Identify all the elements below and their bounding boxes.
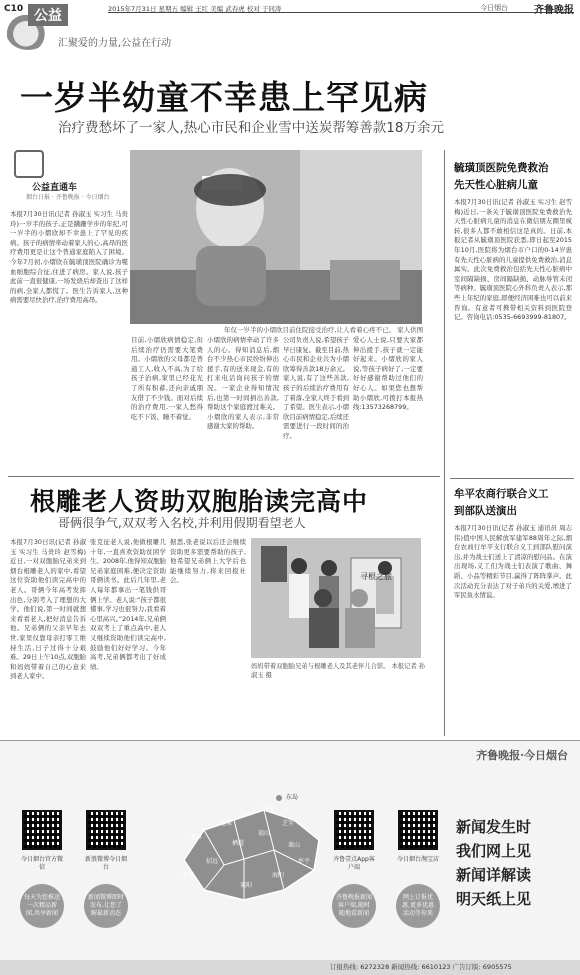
corner-title: 公益直通车	[32, 183, 78, 193]
ad-slogan-3: 新闻详解读	[456, 866, 532, 884]
story1-column-1: 本报7月30日讯(记者 孙淑玉 实习生 马贵玲)一岁半的孩子,正是蹒跚学步的年纪,可一岁半的小熠欣却不幸患上了罕见的疾病。孩子的病情牵动着家人的心,高昂的医疗费用更是让这个普通家庭陷入了困境。今年7月初,小熠欣在毓璜顶医院确诊为噬血细胞综合征,住进了病房。家人说,孩子此前一直很健康,一场发烧后却查出了这样的病,全家人都慌了。医生告诉家人,这种病需要尽快治疗,治疗费用高昂。	[10, 210, 128, 305]
corner-box	[10, 150, 128, 206]
qr-label-weibo: 新浪微博今日烟台	[84, 856, 127, 871]
sidebar-b-headline-line2: 到部队送演出	[454, 505, 517, 517]
story1-subheadline: 治疗费愁坏了一家人,热心市民和企业雪中送炭帮筹善款18万余元	[58, 120, 444, 136]
section-slogan: 汇聚爱的力量,公益在行动	[58, 38, 172, 49]
qr-label-wechat: 今日烟台官方微信	[20, 856, 63, 871]
hotline-text: 订报热线: 6272328 新闻热线: 6610123 广告订版: 6905575	[330, 963, 512, 971]
paper-logo: 齐鲁晚报	[534, 5, 574, 16]
story1-column-3: 小熠欣的病情牵动了许多人的心。得知消息后,烟台不少热心市民纷纷伸出援手,有的送来现金,有的打来电话询问孩子的情况。一家企业得知情况后,也第一时间捐出善款,帮助这个家庭渡过难关。小熠欣的家人表示,非常感谢大家的帮助。	[207, 336, 279, 431]
sidebar-b-text: 本报7月30日讯(记者 孙淑玉 通讯员 周志伟)值中国人民解放军建军88周年之际,烟台农商行牟平支行联合义工到部队慰问演出,并为战士们送上了清凉的慰问品。在演出现场,义工们为战士们表演了歌曲、舞蹈、小品等精彩节目,赢得了阵阵掌声。此次活动充分表达了对子弟兵的关爱,增进了军民鱼水情谊。	[454, 524, 572, 600]
sidebar-b-headline-line1: 牟平农商行联合义工	[454, 488, 549, 500]
story1-caption: 年仅一岁半的小熠欣目前住院接受治疗,让人看着心疼不已。 家人供图	[224, 326, 424, 334]
sidebar-a-headline-line1: 毓璜顶医院免费救治	[454, 162, 549, 174]
map-district-12: 牟平	[298, 858, 311, 865]
ad-circle-3: 齐鲁晚报新闻客户端,随时随地看新闻	[332, 884, 376, 928]
map-district-2: 招远	[206, 858, 219, 865]
story2-column-3: 据悉,张老说以后还会继续资助更多需要帮助的孩子,他希望兄弟俩上大学后也能继续努力,将来回报社会。	[170, 538, 246, 585]
qr-label-app: 齐鲁壹点App客户端	[333, 856, 375, 871]
masthead	[0, 0, 580, 58]
map-district-9: 福山	[258, 830, 271, 837]
ad-slogan-1: 新闻发生时	[456, 818, 532, 836]
qr-code-shop[interactable]	[398, 810, 438, 850]
corner-subtitle: 烟台日报 · 齐鲁晚报 · 今日烟台	[26, 194, 110, 201]
sidebar-a-headline-line2: 先天性心脏病儿童	[454, 179, 538, 191]
map-district-7: 蓬莱	[220, 820, 233, 827]
qr-code-weibo[interactable]	[86, 810, 126, 850]
qr-code-wechat[interactable]	[22, 810, 62, 850]
story1-column-4: 公司负责人说,希望孩子早日康复。截至目前,热心市民和企业共为小熠欣筹得善款18万余元。家人说,有了这些善款,孩子的后续治疗费用有了着落,全家人终于看到了希望。医生表示,小熠欣目前病情稳定,后续还需要进行一段时间的治疗。	[283, 336, 349, 440]
map-city-label: 东岛	[286, 794, 299, 801]
ad-circle-4: 网上订报优惠,更多优惠活动等你来	[396, 884, 440, 928]
map-district-8: 长岛	[262, 804, 275, 811]
story2-caption: 妈妈带着双胞胎兄弟与根雕老人及其老伴儿合影。 本报记者 孙淑玉 摄	[251, 663, 426, 679]
qr-code-app[interactable]	[334, 810, 374, 850]
sidebar-a-text: 本报7月30日讯(记者 孙淑玉 实习生 赵雪梅)近日,一条关于毓璜顶医院免费救治先天性心脏病儿童的消息在微信朋友圈里疯转,很多人都不敢相信这是真的。日前,本报记者从毓璜顶医院获悉,即日起至2015年10月,医院将为烟台市户口的0-14岁患有先天性心脏病的儿童提供免费救治,消息属实。此次免费救治包括先天性心脏病中室间隔缺损、房间隔缺损、动脉导管未闭等病种。毓璜顶医院心外科负责人表示,那些上年纪的家庭,即便经济困难也可以前来咨询。有意者可携带相关资料到医院登记。咨询电话:0535-6693999-81807。	[454, 198, 572, 322]
qr-label-shop: 今日烟台淘宝店	[396, 856, 439, 863]
map-district-10: 芝罘	[282, 820, 295, 827]
yantai-map	[174, 790, 324, 910]
story2-photo	[251, 538, 421, 658]
story1-headline: 一岁半幼童不幸患上罕见病	[20, 78, 428, 117]
sidebar-divider	[450, 478, 574, 479]
story2-column-2: 张克征老人说,他做根雕几十年,一直喜欢资助贫困学生。2008年,他得知双胞胎兄弟家庭困难,便决定资助哥俩读书。此后几年里,老人每年都拿出一笔钱供哥俩上学。老人说:“孩子都很懂事,学习也很努力,我看着心里高兴。”2014年,兄弟俩双双考上了重点高中,老人又继续资助他们读完高中,鼓励他们好好学习。今年高考,兄弟俩都考出了好成绩。	[90, 538, 166, 671]
today-tag: 今日烟台	[480, 4, 508, 12]
page-number: C10	[4, 4, 24, 14]
story1-photo	[130, 150, 422, 324]
bus-icon	[14, 150, 44, 178]
photo-sign: 寻根之旅	[360, 572, 392, 581]
ad-circle-2: 新闻微博即时发布,让您了解最新动态	[84, 884, 128, 928]
story2-subheadline: 哥俩很争气,双双考入名校,并利用假期看望老人	[58, 516, 306, 530]
map-district-3: 栖霞	[232, 840, 245, 847]
story2-headline: 根雕老人资助双胞胎读完高中	[30, 487, 369, 516]
map-district-5: 莱阳	[240, 882, 253, 889]
ad-slogan-4: 明天纸上见	[456, 890, 532, 908]
sidebar-rule	[444, 150, 445, 736]
map-district-4: 海阳	[272, 872, 285, 879]
dateline: 2015年7月31日 星期五 编辑 王红 美编 武春虎 校对 于同涛	[108, 5, 282, 13]
ad-logo: 齐鲁晚报·今日烟台	[476, 749, 568, 762]
map-district-1: 龙口	[190, 834, 203, 841]
story-divider	[8, 476, 440, 477]
map-district-6: 莱州	[182, 872, 195, 879]
sidebar-a-headline	[454, 160, 549, 194]
ad-slogan-2: 我们网上见	[456, 842, 532, 860]
section-tag: 公益	[28, 4, 68, 26]
map-district-11: 莱山	[288, 842, 301, 849]
sidebar-b-headline	[454, 486, 549, 520]
story2-column-1: 本报7月30日讯(记者 孙淑玉 实习生 马贵玲 赵雪梅)近日,一对双胞胎兄弟来到烟台根雕老人的家中,看望这位资助他们读完高中的老人。哥俩今年高考发挥出色,分别考入了理想的大学。他们说,第一时间就想来看看老人,把好消息告诉他。兄弟俩的父亲早年去世,家里仅靠母亲打零工维持生活,日子过得十分艰难。29日上午10点,双胞胎和妈妈带着自己的心意来到老人家中。	[10, 538, 86, 681]
story1-column-2: 目前,小熠欣病情稳定,但后续治疗仍需要大笔费用。小熠欣的父母都是普通工人,收入不高,为了给孩子治病,家里已经花光了所有积蓄,还向亲戚朋友借了不少钱。面对后续的治疗费用,一家人愁得吃不下饭、睡不着觉。	[131, 336, 203, 421]
story1-column-5: 爱心人士说,只要大家都伸出援手,孩子就一定能好起来。小熠欣的家人说,等孩子病好了,一定要好好感谢帮助过他们的好心人。如果您也想帮助小熠欣,可拨打本报热线:13573268799。	[353, 336, 423, 412]
ad-circle-1: 每天为您推送一次精品新闻,共享新闻	[20, 884, 64, 928]
